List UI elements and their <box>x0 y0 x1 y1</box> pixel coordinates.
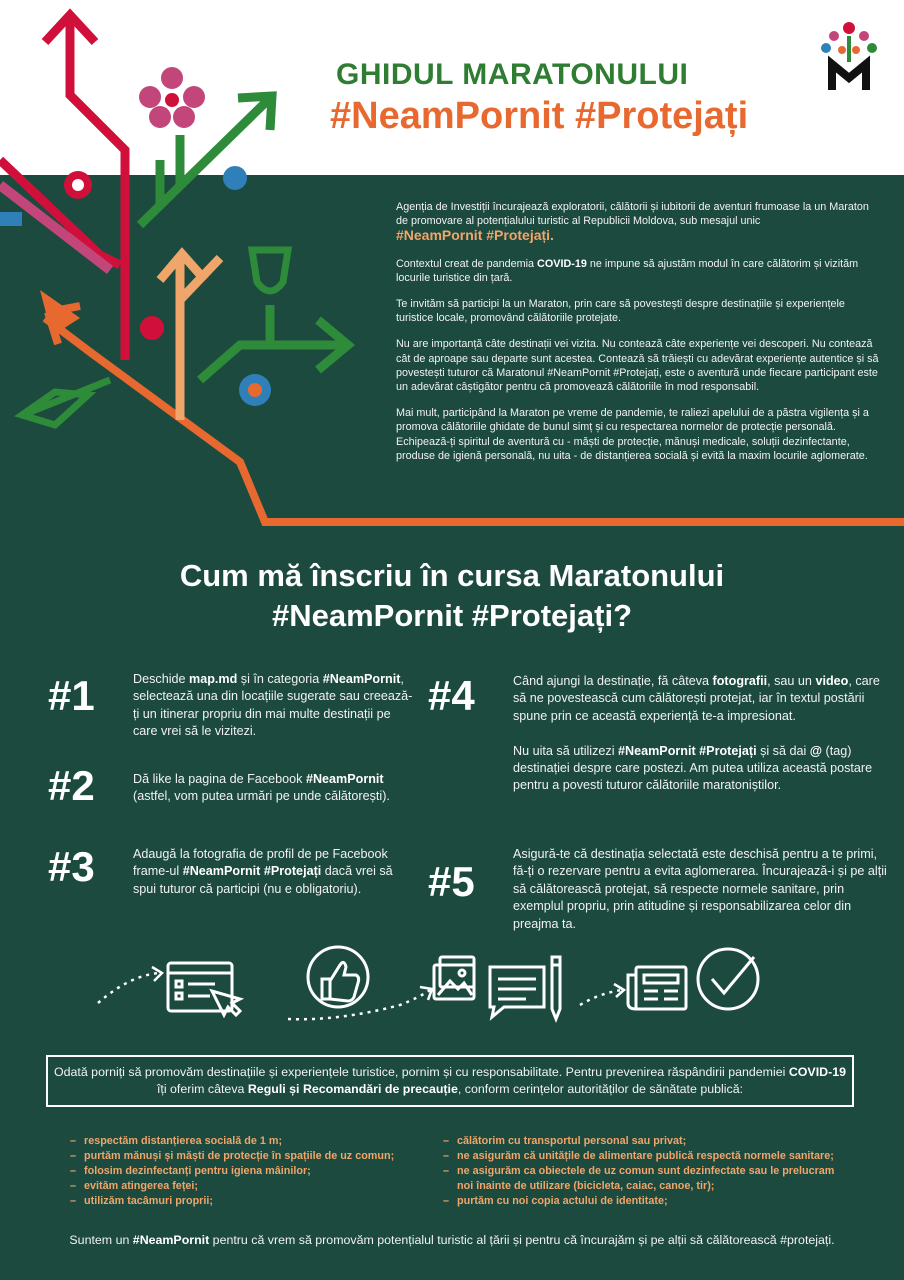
step3-text <box>133 846 415 898</box>
rules-t1: Odată porniți să promovăm destinațiile și experiențele turistice, pornim și cu responsabilitate. Pentru prevenirea răspândirii pandemiei <box>53 1065 789 1079</box>
step2-text <box>133 771 415 806</box>
intro-p4: Nu are importanță câte destinații vei vizita. Nu contează câte experiențe vei descoperi. Nu contează cât de aproape sau departe sunt acestea. Contează să trăiești cu adevărat experiențe autentice și să povestești tuturor că Maratonul #NeamPornit #Protejați, este o aventură unde fiecare participant este un adevărat câștigător pentru că promovează călătoriile în mod responsabil. <box>396 338 879 394</box>
pink-flower-graphic <box>139 67 205 128</box>
intro-text <box>396 200 880 475</box>
step2-hashtag: #NeamPornit <box>305 772 384 786</box>
list-item: – respectăm distanțierea socială de 1 m; <box>70 1134 425 1149</box>
step4-t6: (tag) destinației despre care postezi. Am putea utiliza această postare pentru a povesti tuturor călătoriile maratoniștilor. <box>513 743 873 793</box>
list-item: – călătorim cu transportul personal sau privat; <box>443 1134 853 1149</box>
how-line1: Cum mă înscriu în cursa Maratonului <box>179 558 725 593</box>
step4-bold-video: video <box>815 674 849 688</box>
photo-icon <box>434 957 474 999</box>
checkmark-icon <box>698 949 758 1009</box>
step1-t2: și în categoria <box>237 672 323 686</box>
step5-number: #5 <box>428 858 475 905</box>
title-line2: #NeamPornit #Protejați <box>330 95 749 137</box>
newspaper-icon <box>628 967 686 1009</box>
intro-p5: Mai mult, participând la Maraton pe vreme de pandemie, te raliezi apelului de a păstra vigilența și a promova călătoriile ghidate de bunul simț și cu respectarea normelor de protecție personală. Echipează-ți spiritul de aventură cu - măști de protecție, mănuși medicale, soluții dezinfectante, produse de igienă personală, nu uita - de distanțierea socială și evită la maxim locurile aglomerate. <box>396 407 869 462</box>
logo-icon <box>818 18 880 94</box>
step1-link: map.md <box>189 672 238 686</box>
footer-t1: Suntem un <box>69 1233 133 1247</box>
list-item: – ne asigurăm că unitățile de alimentare publică respectă normele sanitare; <box>443 1149 853 1164</box>
intro-p2-a: Contextul creat de pandemia <box>396 257 535 270</box>
list-item: – purtăm cu noi copia actului de identitate; <box>443 1194 853 1209</box>
footer-hashtag: #NeamPornit <box>132 1233 210 1247</box>
step2-t2: (astfel, vom putea urmări pe unde călătorești). <box>133 789 390 804</box>
step1-hashtag: #NeamPornit <box>322 672 401 686</box>
step4-t5: și să dai <box>756 743 810 758</box>
list-item: – purtăm mănuși și măști de protecție în spațiile de uz comun; <box>70 1149 425 1164</box>
list-item: – ne asigurăm ca obiectele de uz comun sunt dezinfectate sau le prelucram noi înainte de utilizare (bicicleta, caiac, canoe, tir); <box>443 1164 853 1194</box>
form-icon <box>168 963 240 1015</box>
step2-number: #2 <box>48 762 95 809</box>
step3-number: #3 <box>48 843 95 890</box>
intro-p2-b: ne impune să ajustăm modul în care călătorim și vizităm locurile turistice din țară. <box>396 257 859 284</box>
rules-t3: , conform cerințelor autorităților de sănătate publică: <box>457 1082 744 1096</box>
how-line2: #NeamPornit #Protejați? <box>271 598 633 633</box>
dotted-arrow-3 <box>580 990 622 1005</box>
rules-box <box>46 1055 854 1107</box>
step4-t2: , sau un <box>767 674 816 688</box>
rules-bold: Reguli și Recomandări de precauție <box>247 1082 458 1096</box>
step4-number: #4 <box>428 672 475 719</box>
step1-t3: , selectează una din locațiile sugerate sau creează-ți un itinerar propriu din mai multe destinații pe care vrei să le vizitezi. <box>133 672 413 739</box>
list-item: – folosim dezinfectanți pentru igiena mâinilor; <box>70 1164 425 1179</box>
intro-p2-bold: COVID-19 <box>537 257 587 270</box>
step1-text <box>133 671 415 741</box>
step5-text: Asigură-te că destinația selectată este deschisă pentru a te primi, fă-ți o rezervare pentru a evita aglomerarea. Încurajează-i și pe alții să călătorească protejat, să respecte normele sanitare, prin exemplul propriu, prin atitudine și responsabilizarea celor din preajma ta. <box>513 847 887 931</box>
step3-t2: dacă vrei să spui tuturor că participi (nu e obligatoriu). <box>133 864 393 896</box>
title-line1: GHIDUL MARATONULUI <box>336 58 689 91</box>
dotted-arrow-1 <box>98 973 160 1003</box>
thumbs-up-icon <box>308 947 368 1007</box>
step4-bold-photos: fotografii <box>712 674 768 688</box>
step1-t1: Deschide <box>133 672 190 686</box>
chat-icon <box>490 967 544 1017</box>
step2-t1: Dă like la pagina de Facebook <box>133 772 306 786</box>
rules-list-left <box>70 1134 425 1209</box>
step4-t4: Nu uita să utilizezi <box>513 743 618 758</box>
blue-flower-graphic <box>239 374 271 406</box>
pink-line-graphic <box>0 185 110 270</box>
intro-p3: Te invităm să participi la un Maraton, prin care să povestești despre destinațiile și experiențele turistice locale, promovând călătoriile protejate. <box>396 298 845 325</box>
dotted-arrow-2 <box>288 990 430 1019</box>
step4-at: @ <box>809 743 823 758</box>
how-heading <box>0 556 904 636</box>
list-item: – utilizăm tacâmuri proprii; <box>70 1194 425 1209</box>
step3-t1: Adaugă la fotografia de profil de pe Facebook frame-ul <box>133 847 388 879</box>
step1-number: #1 <box>48 672 95 719</box>
list-item: – evităm atingerea feței; <box>70 1179 425 1194</box>
step4-t1: Când ajungi la destinație, fă câteva <box>513 674 713 688</box>
footer-text <box>0 1233 904 1247</box>
step4-t3: , care să ne povestească cum călătorești protejat, iar în textul postării spune prin ce această experiență te-a impresionat. <box>513 674 880 723</box>
step3-hashtag: #NeamPornit #Protejați <box>182 864 322 879</box>
rules-covid: COVID-19 <box>788 1065 846 1079</box>
rules-t2: îți oferim câteva <box>156 1082 248 1096</box>
step4-hashtag: #NeamPornit #Protejați <box>618 743 757 758</box>
icons-row <box>90 935 790 1025</box>
intro-p1: Agenția de Investiții încurajează exploratorii, călătorii și iubitorii de aventuri frumoase la un Maraton de promovare al potențialului turistic al Republicii Moldova, sub mesajul unic <box>396 201 869 228</box>
intro-hashtag: #NeamPornit #Protejați. <box>396 227 554 244</box>
pencil-icon <box>552 957 560 1019</box>
step4-text <box>513 673 883 795</box>
footer-t2: pentru că vrem să promovăm potențialul turistic al țării și pentru că încurajăm și pe alții să călătorească #protejați. <box>209 1233 835 1247</box>
rules-list-right <box>443 1134 853 1209</box>
